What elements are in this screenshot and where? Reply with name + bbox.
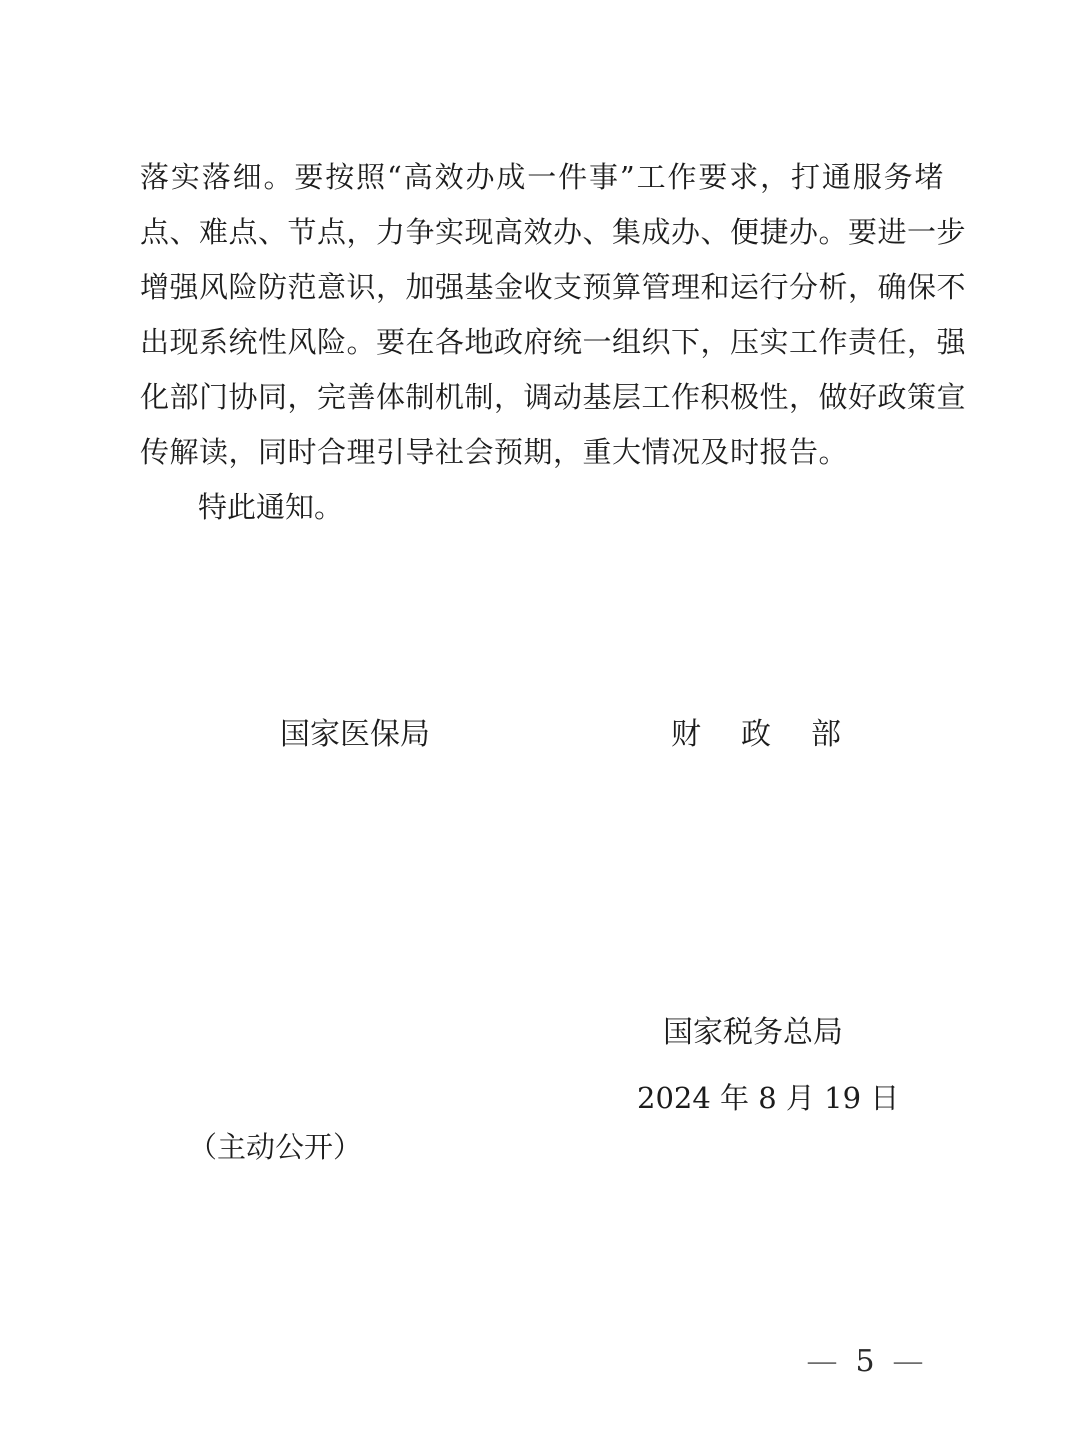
body-line: 传解读，同时合理引导社会预期，重大情况及时报告。 (140, 435, 849, 469)
signature-agency-right: 财 政 部 (671, 717, 846, 752)
body-line: 点、难点、节点，力争实现高效办、集成办、便捷办。要进一步 (140, 215, 967, 249)
closing-statement: 特此通知。 (198, 490, 344, 524)
page-number: 5 (855, 1344, 875, 1379)
body-line: 出现系统性风险。要在各地政府统一组织下，压实工作责任，强 (140, 325, 967, 359)
body-line: 落实落细。要按照“高效办成一件事”工作要求，打通服务堵 (140, 160, 944, 194)
body-line: 化部门协同，完善体制机制，调动基层工作积极性，做好政策宣 (140, 380, 967, 414)
signature-date: 2024 年 8 月 19 日 (637, 1081, 900, 1115)
page-number-footer (790, 1344, 940, 1380)
footer-dash-left: — (806, 1347, 839, 1377)
footer-dash-right: — (891, 1347, 924, 1377)
body-line: 增强风险防范意识，加强基金收支预算管理和运行分析，确保不 (140, 270, 967, 304)
body-paragraph (140, 150, 967, 480)
signature-agency-left: 国家医保局 (280, 717, 430, 752)
disclosure-note: （主动公开） (188, 1130, 363, 1164)
signature-agency-bottom: 国家税务总局 (663, 1015, 843, 1050)
